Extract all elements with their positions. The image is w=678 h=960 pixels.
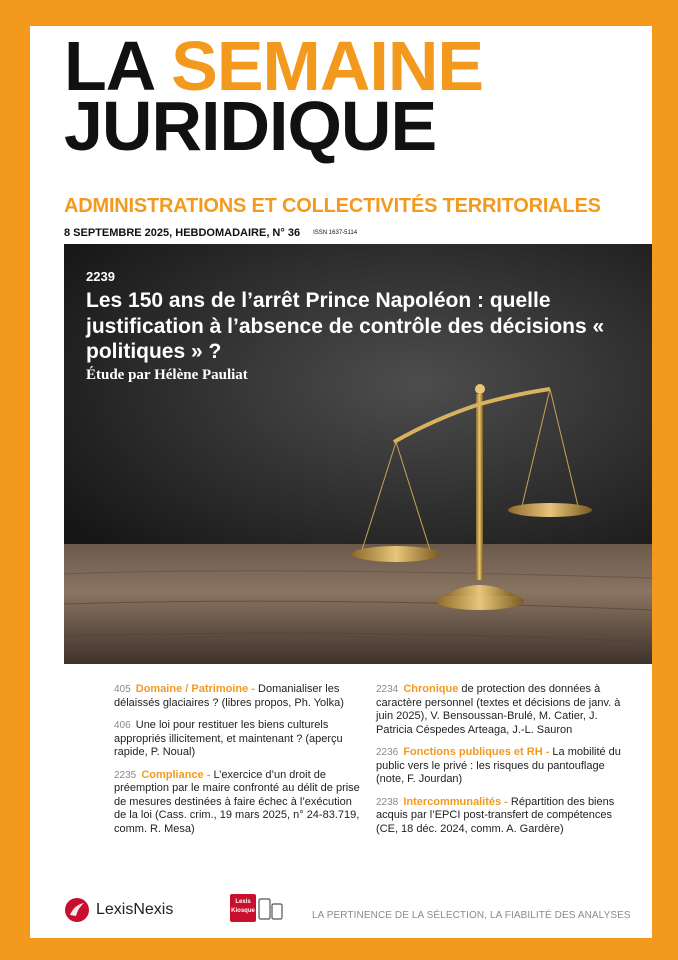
entry-category: Intercommunalités - xyxy=(403,795,508,808)
entry-category: Domaine / Patrimoine - xyxy=(135,683,255,695)
orange-frame-top xyxy=(0,0,678,26)
publisher-name: LexisNexis xyxy=(96,901,174,918)
kiosque-line-1: Lexis xyxy=(235,899,251,905)
article-title: Les 150 ans de l’arrêt Prince Napoléon : quelle justification à l’absence de contrôle des décisions « politiques » ? xyxy=(86,289,605,364)
entry-number: 2235 xyxy=(114,769,137,781)
summary-entry xyxy=(114,769,362,837)
kiosque-line-2: Kiosque xyxy=(231,908,255,914)
entry-number: 406 xyxy=(114,720,131,732)
edition-dateline xyxy=(64,227,357,239)
publisher-logo xyxy=(64,897,184,923)
kiosque-badge xyxy=(230,894,256,922)
summary-left-column xyxy=(114,683,362,845)
entry-text: de protection des données à caractère personnel (textes et décisions de janv. à juin 2025), V. Bensoussan-Brulé, M. Catier, J. Patricia Céspedes Arteaga, J.-L. Sauron xyxy=(376,683,621,736)
summary-entry xyxy=(376,746,624,787)
entry-text: Répartition des biens acquis par l’EPCI post-transfert de compétences (CE, 18 déc. 2024, comm. A. Gardère) xyxy=(376,795,615,835)
footer-tagline: LA PERTINENCE DE LA SÉLECTION, LA FIABILITÉ DES ANALYSES xyxy=(312,910,631,921)
entry-number: 2236 xyxy=(376,747,399,759)
entry-category: Compliance - xyxy=(141,768,211,781)
summary-right-column xyxy=(376,683,624,845)
article-author: Étude par Hélène Pauliat xyxy=(86,366,248,383)
orange-frame-left xyxy=(0,0,30,960)
entry-text: Une loi pour restituer les biens culturels appropriés illicitement, et maintenant ? (aperçu rapide, P. Noual) xyxy=(114,719,343,759)
summary-entry xyxy=(376,683,624,737)
dateline-text: 8 SEPTEMBRE 2025, HEBDOMADAIRE, N° 36 xyxy=(64,227,301,239)
entry-category: Fonctions publiques et RH - xyxy=(403,746,550,759)
summary-entry xyxy=(114,683,362,710)
orange-frame-right xyxy=(652,0,678,960)
masthead-semaine: SEMAINE xyxy=(171,27,484,105)
devices-icon xyxy=(258,896,284,922)
lexis-kiosque-badge xyxy=(230,894,284,924)
entry-number: 2238 xyxy=(376,796,399,808)
edition-subtitle: ADMINISTRATIONS ET COLLECTIVITÉS TERRITORIALES xyxy=(64,195,601,217)
summary-entry xyxy=(114,719,362,760)
cover-hero xyxy=(64,244,652,664)
article-number: 2239 xyxy=(86,269,115,284)
entry-number: 2234 xyxy=(376,684,399,695)
masthead-juridique: JURIDIQUE xyxy=(64,87,437,166)
masthead-la: LA xyxy=(64,27,153,105)
entry-number: 405 xyxy=(114,684,131,695)
entry-text: L’exercice d’un droit de préemption par le maire confronté au délit de prise de mesures destinées à faire échec à l’exécution de la loi (Cass. crim., 19 mars 2025, n° 24-83.719, comm. R. Mesa) xyxy=(114,768,360,835)
issn-text: ISSN 1637-5114 xyxy=(313,230,358,237)
summary-entry xyxy=(376,796,624,837)
entry-text: Domanialiser les délaissés glaciaires ? (libres propos, Ph. Yolka) xyxy=(114,683,344,709)
masthead xyxy=(64,27,484,166)
entry-text: La mobilité du public vers le privé : les risques du pantouflage (note, F. Jourdan) xyxy=(376,746,621,786)
orange-frame-bottom xyxy=(0,938,678,960)
entry-category: Chronique xyxy=(403,683,459,695)
cover-article xyxy=(86,269,632,384)
lexisnexis-logo-icon xyxy=(64,897,90,923)
